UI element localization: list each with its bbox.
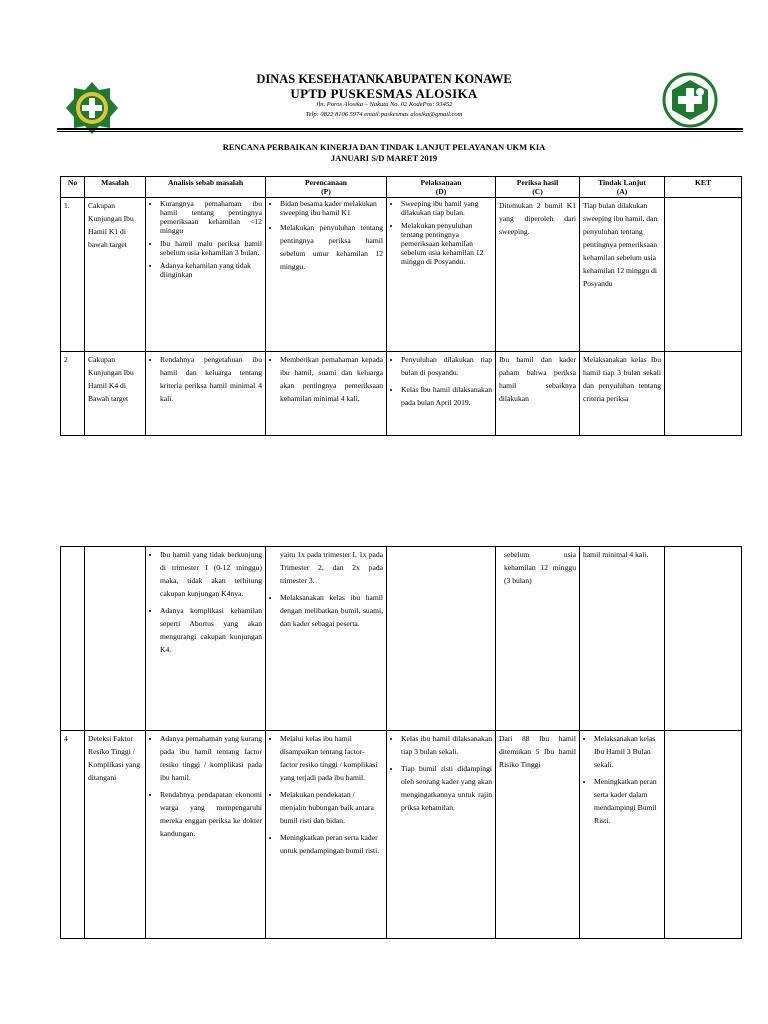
cell-no: 2 — [61, 352, 85, 436]
cell-perencanaan — [266, 547, 387, 731]
cell-perencanaan — [266, 731, 387, 939]
header-rule-thin — [57, 131, 743, 132]
cell-analisis — [146, 547, 266, 731]
list-item: • Adanya komplikasi kehamilan seperti Abortus yang akan mengurangi cakupan kunjungan K4. — [160, 604, 262, 656]
cell-pelaksanaan — [387, 352, 496, 436]
cell-tindak: hamil minimal 4 kali. — [580, 547, 665, 731]
cell-perencanaan — [266, 352, 387, 436]
cell-analisis — [146, 731, 266, 939]
cell-tindak — [580, 731, 665, 939]
cell-pelaksanaan — [387, 547, 496, 731]
list-item: • Bidan besama kader melakukan sweeping ibu hamil K1 — [280, 199, 383, 217]
col-no: No — [61, 177, 85, 198]
list-item: • Adanya pemahaman yang kurang pada ibu hamil tentang factor resiko tinggi / komplikasi pada ibu hamil. — [160, 732, 262, 784]
list-item: • Melalui kelas ibu hamil disampaikan tentang factor- factor resiko tinggi / komplikasi yang terjadi pada ibu hamil. — [280, 732, 383, 784]
header-unit: UPTD PUSKESMAS ALOSIKA — [290, 86, 478, 101]
list-item: • Melakukan pendekatan / menjalin hubungan baik antara bumil risti dan bidan. — [280, 788, 383, 827]
cell-analisis — [146, 352, 266, 436]
cell-masalah — [85, 547, 146, 731]
col-masalah: Masalah — [85, 177, 146, 198]
cell-no — [61, 547, 85, 731]
cell-tindak: Tiap bulan dilakukan sweeping ibu hamil, dan penyuluhan tentang pentingnya pemeriksaan kehamilan sebelum usia kehamilan 12 minggu di Posyandu — [580, 198, 665, 352]
table-row — [61, 547, 742, 731]
cell-masalah: Cakupan Kunjungan Ibu Hamil K1 di bawah target — [85, 198, 146, 352]
cell-ket — [665, 352, 742, 436]
col-pelaksanaan: Pelaksanaan (D) — [387, 177, 496, 198]
list-item: • Ibu hamil yang tidak berkunjung di trimester I (0-12 minggu) maka, tidak akan terhitung cakupan kunjungan K4nya. — [160, 548, 262, 600]
cell-masalah: Cakupan Kunjungan Ibu Hamil K4 di Bawah target — [85, 352, 146, 436]
col-periksa: Periksa hasil (C) — [496, 177, 580, 198]
plan-continuation: yaitu 1x pada trimester I, 1x pada Trimester 2, dan 2x pada trimester 3. — [280, 550, 383, 585]
puskesmas-logo-icon — [662, 72, 718, 128]
document-title: RENCANA PERBAIKAN KINERJA DAN TINDAK LANJUT PELAYANAN UKM KIA — [222, 142, 546, 152]
header-rule — [57, 128, 743, 130]
cell-ket — [665, 198, 742, 352]
list-item: • Kelas ibu hamil dilaksanakan tiap 3 bulan sekali. — [401, 732, 492, 758]
plan-table-part2 — [60, 546, 742, 939]
cell-analisis — [146, 198, 266, 352]
cell-periksa: Ditemukan 2 bumil K1 yang diperoleh dari sweeping. — [496, 198, 580, 352]
list-item: • Meningkatkan peran serta kader dalam mendampingi Bumil Risti. — [594, 775, 661, 827]
list-item: • Melakukan penyuluhan tentang pentingnya pemeriksaan kehamilan sebelum usia kehamilan 12 minggu di Posyandu. — [401, 221, 492, 266]
list-item: • Kelas Ibu hamil dilaksanakan pada bulan April 2019. — [401, 383, 492, 409]
header-contact: Telp: 0822 8106 5974 email:puskesmas alosika@gmail.com — [305, 111, 463, 118]
list-item: • Adanya kehamilan yang tidak diinginkan — [160, 261, 262, 279]
cell-perencanaan — [266, 198, 387, 352]
list-item: • Rendahnya pendapatan ekonomi warga yang mempengaruhi mereka enggan periksa ke dokter kandungan. — [160, 788, 262, 840]
table-row — [61, 198, 742, 352]
cell-periksa: sebelum usia kehamilan 12 minggu (3 bulan) — [496, 547, 580, 731]
cell-pelaksanaan — [387, 198, 496, 352]
cell-pelaksanaan — [387, 731, 496, 939]
list-item: • Kurangnya pemahaman ibu hamil tentang pentingnya pemeriksaan kehamilan <12 minggu — [160, 199, 262, 235]
document-period: JANUARI S/D MARET 2019 — [330, 153, 438, 163]
plan-table-part1 — [60, 176, 742, 436]
table-header-row — [61, 177, 742, 198]
list-item: • Melakukan penyuluhan tentang pentingnya periksa hamil sebelum umur kehamilan 12 minggu. — [280, 221, 383, 273]
list-item: • Penyuluhan dilakukan tiap bulan di posyandu. — [401, 353, 492, 379]
list-item: • Meningkatkan peran serta kader untuk pendampingan bumil risti. — [280, 831, 383, 857]
cell-no: 4 — [61, 731, 85, 939]
cell-ket — [665, 547, 742, 731]
cell-masalah: Deteksi Faktor Resiko Tinggi / Komplikasi yang ditangani — [85, 731, 146, 939]
header-address: Jln. Poros Alosika – Nakutu No. 02 KodePos: 93452 — [315, 101, 453, 108]
cell-ket — [665, 731, 742, 939]
list-item: • Tiap bumil risti didampingi oleh seorang kader yang akan mengingatkannya untuk rajin priksa kehamilan. — [401, 762, 492, 814]
cell-periksa: Ibu hamil dan kader paham bahwa periksa hamil sebaiknya dilakukan — [496, 352, 580, 436]
list-item: • Sweeping ibu hamil yang dilakukan tiap bulan. — [401, 199, 492, 217]
col-analisis: Analisis sebab masalah — [146, 177, 266, 198]
table-row — [61, 731, 742, 939]
list-item: • Memberikan pemahaman kepada ibu hamil, suami dan keluarga akan pentingnya pemeriksaan kehamilan minimal 4 kali, — [280, 353, 383, 405]
col-ket: KET — [665, 177, 742, 198]
list-item: • Rendahnya pengetahuan ibu hamil dan keluarga tentang kriteria periksa hamil minimal 4 kali. — [160, 353, 262, 405]
col-perencanaan: Perencanaan (P) — [266, 177, 387, 198]
cell-no: 1. — [61, 198, 85, 352]
list-item: • Melaksanakan kelas ibu hamil dengan melibatkan bumil, suami, dan kader sebagai peserta. — [280, 591, 383, 630]
list-item: • Melaksanakan kelas Ibu Hamil 3 Bulan sekali. — [594, 732, 661, 771]
header-agency: DINAS KESEHATANKABUPATEN KONAWE — [256, 72, 512, 86]
cell-tindak: Melaksanakan kelas Ibu hamil tiap 3 bulan sekali dan penyuluhan tentang criteria periksa — [580, 352, 665, 436]
col-tindak: Tindak Lanjut (A) — [580, 177, 665, 198]
table-row — [61, 352, 742, 436]
list-item: • Ibu hamil malu periksa hamil sebelum usia kehamilan 3 bulan. — [160, 239, 262, 257]
cell-periksa: Dari 88 Ibu hamil ditemukan 5 Ibu hamil Risiko Tinggi — [496, 731, 580, 939]
